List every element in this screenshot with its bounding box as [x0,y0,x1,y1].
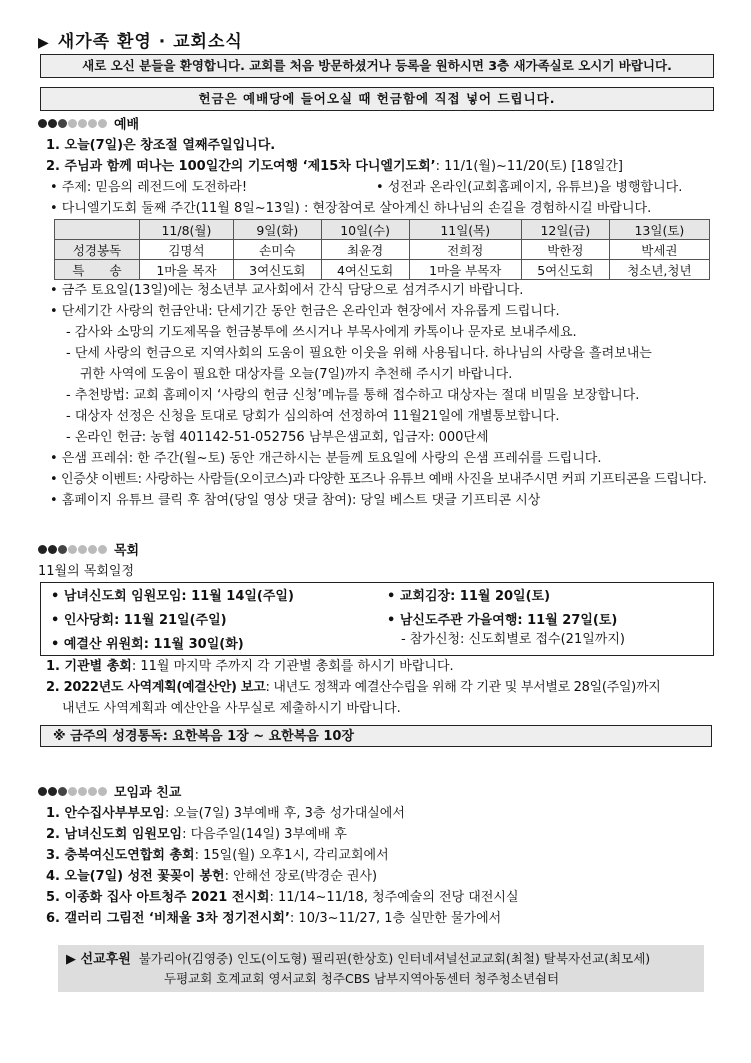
table-header-cell: 13일(토) [609,220,709,240]
fellowship-item: 1. 안수집사부부모임: 오늘(7일) 3부예배 후, 3층 성가대실에서 [46,806,405,821]
table-cell: 청소년,청년 [609,260,709,280]
fellowship-item: 6. 갤러리 그림전 ‘비채울 3차 정기전시회’: 10/3~11/27, 1층 실만한 물가에서 [46,911,502,926]
dots-icon [38,541,108,561]
table-cell: 김명석 [140,240,234,260]
worship-bullet: • 홈페이지 유튜브 클릭 후 참여(당일 영상 댓글 참여): 당일 베스트 댓글 기프티콘 시상 [50,493,541,508]
worship-dash: - 대상자 선정은 신청을 토대로 당회가 심의하여 선정하여 11월21일에 개별통보합니다. [66,409,560,424]
mission-line: ▶ 선교후원 불가리아(김영중) 인도(이도형) 필리핀(한상호) 인터네셔널선교교회(최철) 탈북자선교(최모세) [66,951,651,967]
mission-line: 두평교회 호계교회 영서교회 청주CBS 남부지역아동센터 청주청소년쉼터 [164,971,560,986]
offering-notice: 헌금은 예배당에 들어오실 때 헌금함에 직접 넣어 드립니다. [40,87,714,111]
table-cell: 박한정 [521,240,609,260]
bulletin-page [38,30,716,992]
table-header-cell: 9일(화) [233,220,321,240]
table-cell: 5여신도회 [521,260,609,280]
schedule-item-sub: - 참가신청: 신도회별로 접수(21일까지) [401,632,625,647]
fellowship-item: 5. 이종화 집사 아트청주 2021 전시회: 11/14~11/18, 청주예술의 전당 대전시실 [46,890,519,905]
dots-icon [38,783,108,803]
section-pastoral-heading: 목회 [38,541,716,561]
worship-dash: - 단세 사랑의 헌금으로 지역사회의 도움이 필요한 이웃을 위해 사용됩니다. 하나님의 사랑을 흘려보내는 [66,346,652,361]
table-row-label: 성경봉독 [55,240,140,260]
table-row [55,260,710,280]
schedule-title: 11월의 목회일정 [38,564,135,579]
mission-label: ▶ 선교후원 [66,952,131,967]
table-header-cell: 10일(수) [321,220,409,240]
table-cell: 4여신도회 [321,260,409,280]
worship-dash: - 감사와 소망의 기도제목을 헌금봉투에 쓰시거나 부목사에게 카톡이나 문자로 보내주세요. [66,325,577,340]
table-cell: 1마을 목자 [140,260,234,280]
worship-sub-week: • 다니엘기도회 둘째 주간(11월 8일~13일) : 현장참여로 살아계신 하나님의 손길을 경험하시길 바랍니다. [50,201,652,216]
schedule-box [40,582,714,656]
bible-reading-box: ※ 금주의 성경통독: 요한복음 1장 ~ 요한복음 10장 [40,725,712,747]
worship-bullet: • 인증샷 이벤트: 사랑하는 사람들(오이코스)과 다양한 포즈나 유튜브 예배 사진을 보내주시면 커피 기프티콘을 드립니다. [50,472,707,487]
pastoral-item-2: 2. 2022년도 사역계획(예결산안) 보고: 내년도 정책과 예결산수립을 위해 각 기관 및 부서별로 28일(주일)까지 [46,680,661,695]
welcome-notice: 새로 오신 분들을 환영합니다. 교회를 처음 방문하셨거나 등록을 원하시면 3층 새가족실로 오시기 바랍니다. [40,54,714,78]
page-title: ▶ 새가족 환영 · 교회소식 [38,30,716,54]
table-cell: 박세권 [609,240,709,260]
table-header-cell: 12일(금) [521,220,609,240]
section-worship-heading: 예배 [38,115,716,135]
worship-dash: - 추천방법: 교회 홈페이지 ‘사랑의 헌금 신청’메뉴를 통해 접수하고 대상자는 절대 비밀을 보장합니다. [66,388,640,403]
table-cell: 손미숙 [233,240,321,260]
fellowship-item: 2. 남녀신도회 임원모임: 다음주일(14일) 3부예배 후 [46,827,347,842]
schedule-item: • 인사당회: 11월 21일(주일) [51,613,227,628]
pastoral-item-2-cont: 내년도 사역계획과 예산안을 사무실로 제출하시기 바랍니다. [62,701,401,716]
worship-item-2: 2. 주님과 함께 떠나는 100일간의 기도여행 ‘제15차 다니엘기도회’: 11/1(월)~11/20(토) [18일간] [46,159,624,174]
table-row [55,220,710,240]
table-cell: 최윤경 [321,240,409,260]
worship-bullet: • 단세기간 사랑의 헌금안내: 단세기간 동안 헌금은 온라인과 현장에서 자유롭게 드립니다. [50,304,560,319]
table-cell: 3여신도회 [233,260,321,280]
worship-bullet: • 은샘 프레쉬: 한 주간(월~토) 동안 개근하시는 분들께 토요일에 사랑의 은샘 프레쉬를 드립니다. [50,451,602,466]
dots-icon [38,115,108,135]
schedule-table [54,219,710,280]
triangle-icon: ▶ [38,35,50,51]
pastoral-item-1: 1. 기관별 총회: 11월 마지막 주까지 각 기관별 총회를 하시기 바랍니다. [46,659,454,674]
section-fellowship-heading: 모임과 친교 [38,783,716,803]
table-cell: 전희정 [409,240,521,260]
worship-dash: - 온라인 헌금: 농협 401142-51-052756 남부은샘교회, 입금자: 000단세 [66,430,489,445]
table-cell: 1마을 부목자 [409,260,521,280]
schedule-item: • 예결산 위원회: 11월 30일(화) [51,637,244,652]
table-corner [55,220,140,240]
worship-bullet: • 금주 토요일(13일)에는 청소년부 교사회에서 간식 담당으로 섬겨주시기 바랍니다. [50,283,524,298]
table-header-cell: 11/8(월) [140,220,234,240]
worship-item-1: 1. 오늘(7일)은 창조절 열째주일입니다. [46,138,276,153]
schedule-item: • 교회김장: 11월 20일(토) [387,589,551,604]
worship-sub-topic: • 주제: 믿음의 레전드에 도전하라! • 성전과 온라인(교회홈페이지, 유튜브)을 병행합니다. [50,180,683,195]
schedule-item: • 남녀신도회 임원모임: 11월 14일(주일) [51,589,294,604]
fellowship-item: 4. 오늘(7일) 성전 꽃꽂이 봉헌: 안해선 장로(박경순 권사) [46,869,378,884]
schedule-item: • 남신도주관 가을여행: 11월 27일(토) [387,613,618,628]
worship-dash-cont: 귀한 사역에 도움이 필요한 대상자를 오늘(7일)까지 추천해 주시기 바랍니다. [80,367,513,382]
table-row [55,240,710,260]
table-row-label: 특 송 [55,260,140,280]
table-header-cell: 11일(목) [409,220,521,240]
mission-support-box [58,945,704,992]
fellowship-item: 3. 충북여신도연합회 총회: 15일(월) 오후1시, 각리교회에서 [46,848,389,863]
